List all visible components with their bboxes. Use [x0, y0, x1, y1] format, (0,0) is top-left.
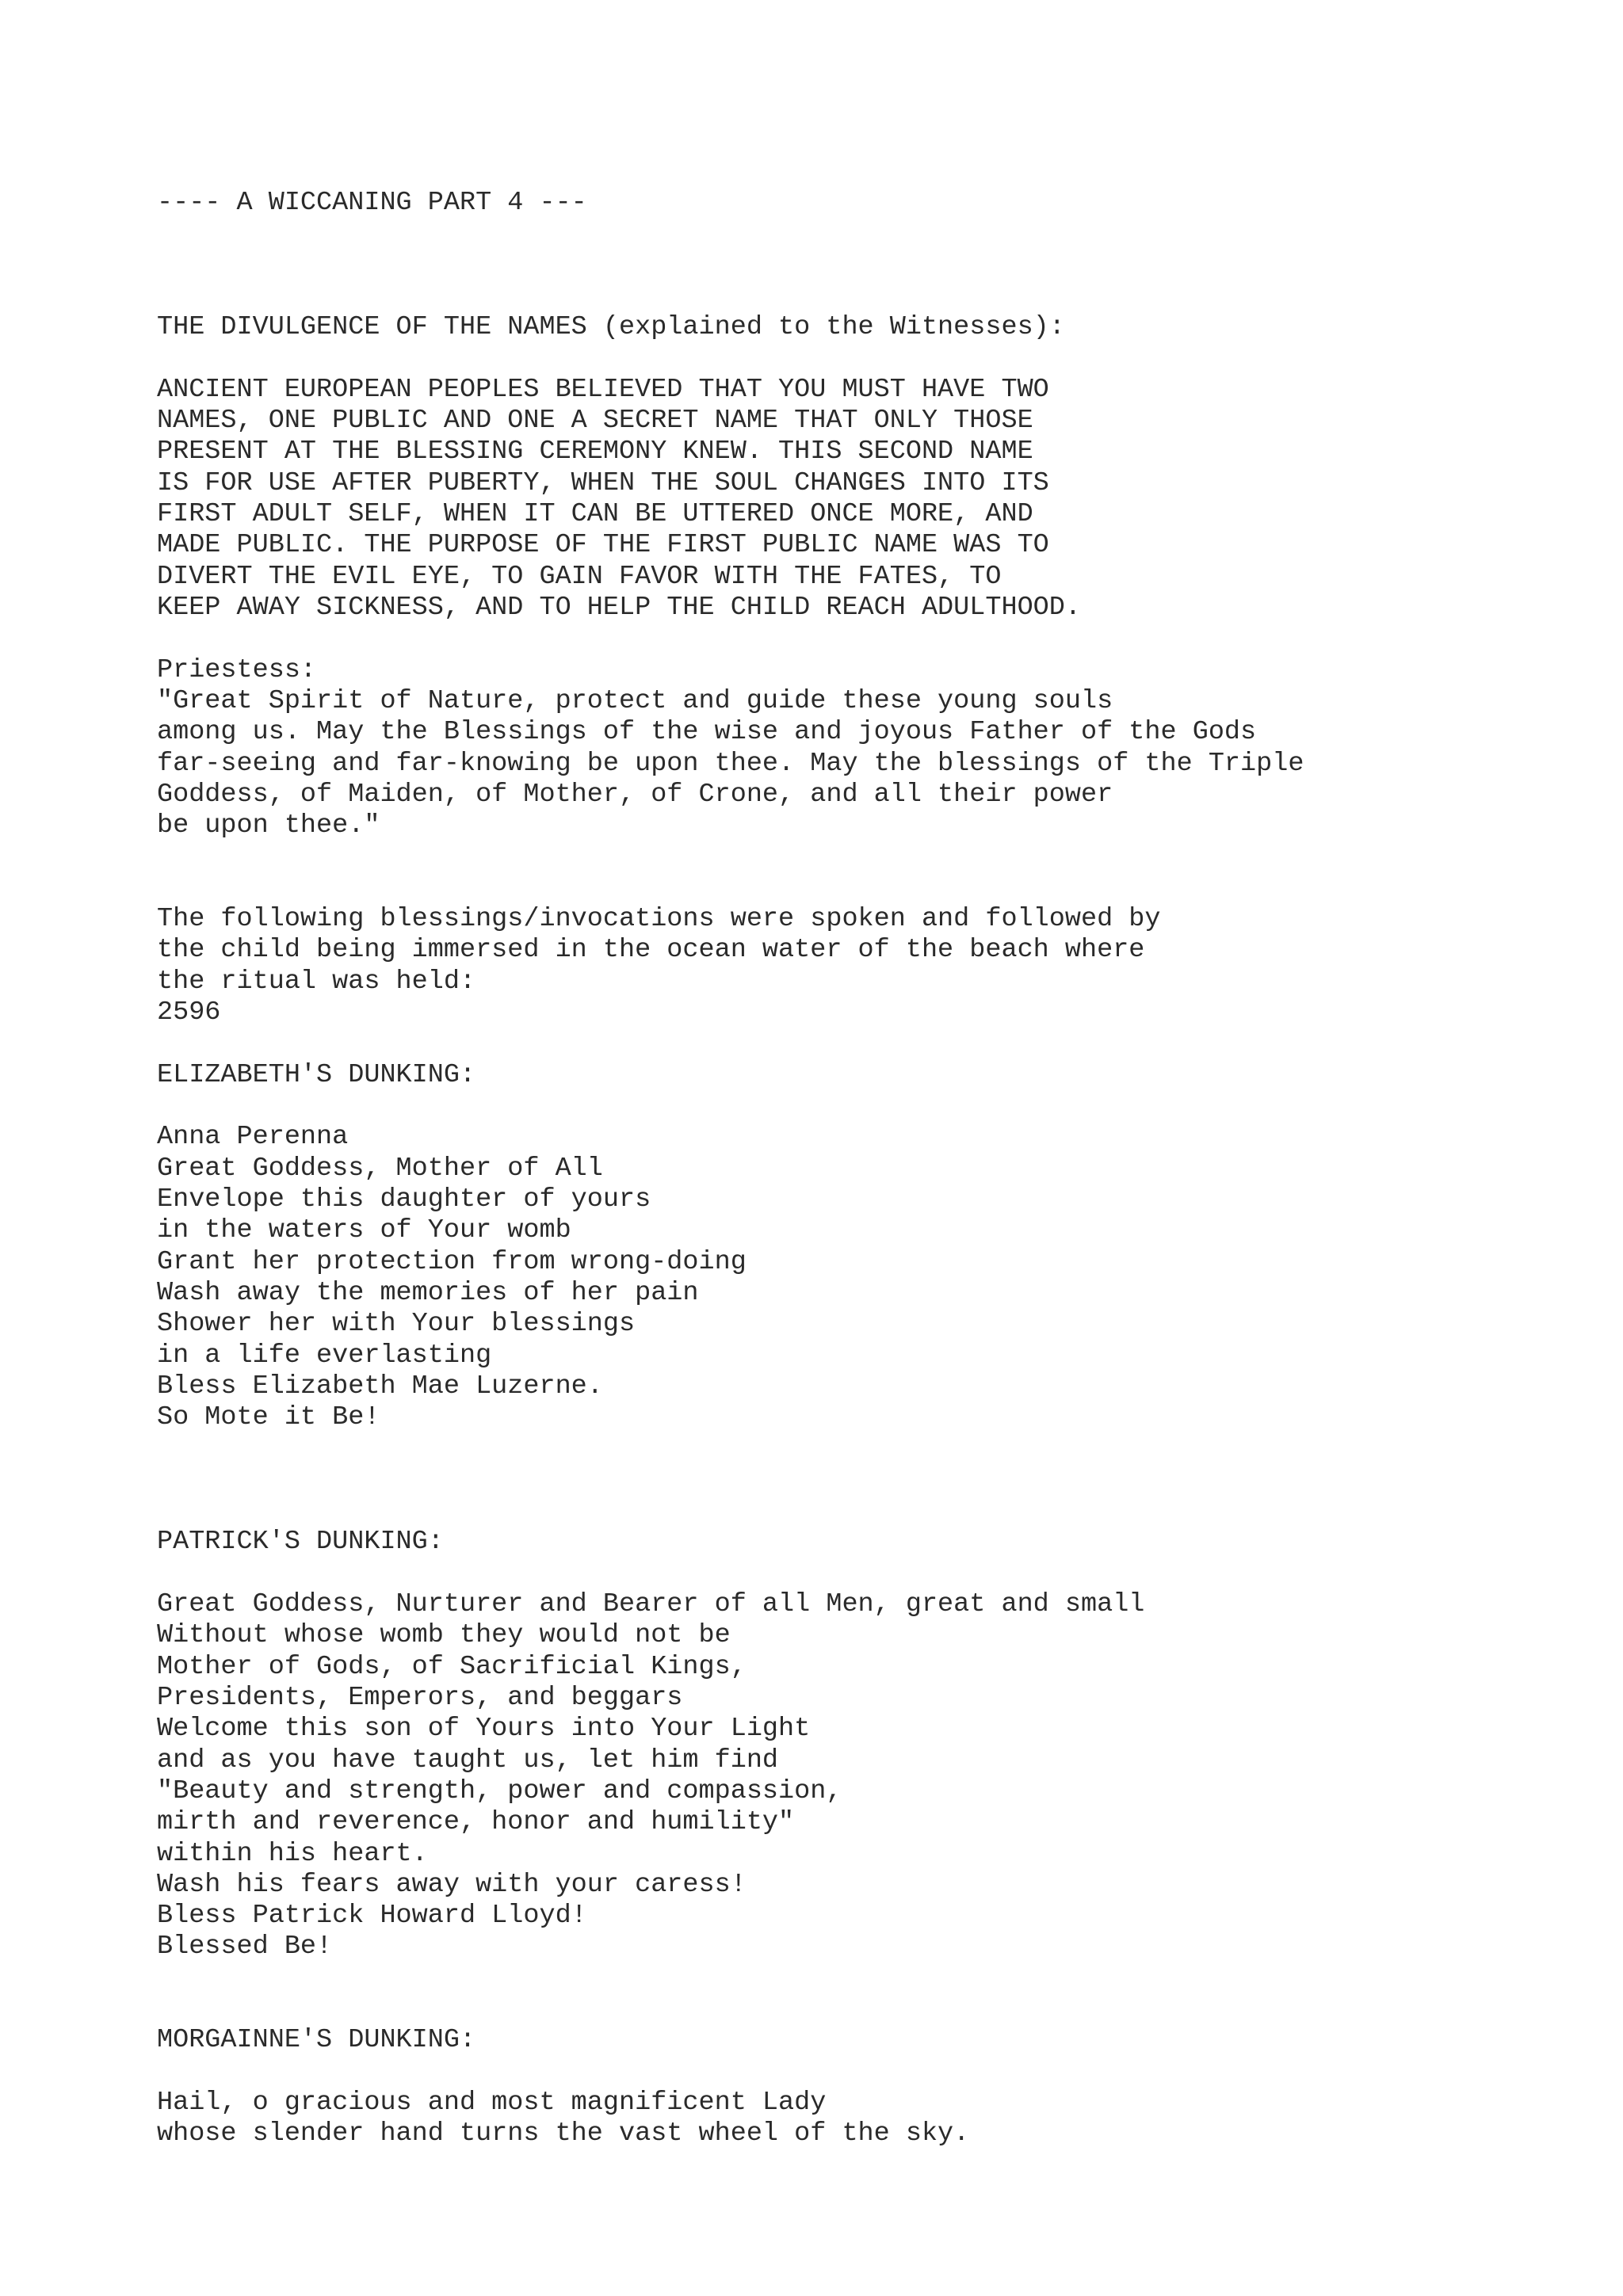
text-line: KEEP AWAY SICKNESS, AND TO HELP THE CHILD REACH ADULTHOOD.	[157, 593, 1081, 623]
text-line: Grant her protection from wrong-doing	[157, 1247, 747, 1277]
text-line: the ritual was held:	[157, 967, 476, 997]
text-line: Blessed Be!	[157, 1932, 333, 1962]
text-line: be upon thee."	[157, 810, 380, 841]
text-line: NAMES, ONE PUBLIC AND ONE A SECRET NAME THAT ONLY THOSE	[157, 406, 1033, 436]
text-line: within his heart.	[157, 1839, 428, 1869]
text-line: and as you have taught us, let him find	[157, 1745, 779, 1775]
text-line: Goddess, of Maiden, of Mother, of Crone, and all their power	[157, 780, 1113, 810]
text-line: 2596	[157, 997, 221, 1028]
text-line: in the waters of Your womb	[157, 1215, 571, 1245]
speaker-label: Priestess:	[157, 655, 317, 685]
section-title-elizabeth: ELIZABETH'S DUNKING:	[157, 1060, 476, 1090]
text-line: Presidents, Emperors, and beggars	[157, 1683, 683, 1713]
text-line: Wash away the memories of her pain	[157, 1278, 699, 1308]
text-line: IS FOR USE AFTER PUBERTY, WHEN THE SOUL CHANGES INTO ITS	[157, 468, 1049, 498]
text-line: Welcome this son of Yours into Your Light	[157, 1714, 811, 1744]
text-line: Great Goddess, Mother of All	[157, 1154, 603, 1184]
text-line: "Great Spirit of Nature, protect and guide these young souls	[157, 686, 1113, 716]
section-title-divulgence: THE DIVULGENCE OF THE NAMES (explained to the Witnesses):	[157, 312, 1065, 342]
text-line: Wash his fears away with your caress!	[157, 1870, 747, 1900]
text-line: The following blessings/invocations were spoken and followed by	[157, 904, 1161, 934]
text-line: Bless Patrick Howard Lloyd!	[157, 1901, 587, 1931]
text-line: in a life everlasting	[157, 1341, 492, 1371]
section-title-patrick: PATRICK'S DUNKING:	[157, 1527, 444, 1557]
text-line: Hail, o gracious and most magnificent Lady	[157, 2088, 827, 2118]
text-line: Great Goddess, Nurturer and Bearer of all Men, great and small	[157, 1589, 1145, 1619]
text-line: among us. May the Blessings of the wise and joyous Father of the Gods	[157, 717, 1257, 747]
section-title-morgainne: MORGAINNE'S DUNKING:	[157, 2025, 476, 2055]
text-line: ANCIENT EUROPEAN PEOPLES BELIEVED THAT YOU MUST HAVE TWO	[157, 375, 1049, 405]
text-line: Shower her with Your blessings	[157, 1309, 636, 1339]
text-line: PRESENT AT THE BLESSING CEREMONY KNEW. THIS SECOND NAME	[157, 437, 1033, 467]
text-line: Without whose womb they would not be	[157, 1620, 731, 1650]
text-line: Envelope this daughter of yours	[157, 1184, 651, 1215]
text-line: DIVERT THE EVIL EYE, TO GAIN FAVOR WITH THE FATES, TO	[157, 562, 1002, 592]
text-line: MADE PUBLIC. THE PURPOSE OF THE FIRST PUBLIC NAME WAS TO	[157, 530, 1049, 560]
text-line: Anna Perenna	[157, 1122, 349, 1152]
document-heading: ---- A WICCANING PART 4 ---	[157, 188, 587, 218]
text-line: Mother of Gods, of Sacrificial Kings,	[157, 1652, 747, 1682]
text-line: far-seeing and far-knowing be upon thee. May the blessings of the Triple	[157, 749, 1304, 779]
text-line: mirth and reverence, honor and humility"	[157, 1807, 795, 1837]
text-line: "Beauty and strength, power and compassion,	[157, 1776, 842, 1806]
text-line: whose slender hand turns the vast wheel of the sky.	[157, 2119, 970, 2149]
text-line: FIRST ADULT SELF, WHEN IT CAN BE UTTERED ONCE MORE, AND	[157, 499, 1033, 529]
text-line: So Mote it Be!	[157, 1402, 380, 1432]
text-line: the child being immersed in the ocean water of the beach where	[157, 935, 1145, 965]
text-line: Bless Elizabeth Mae Luzerne.	[157, 1371, 603, 1402]
